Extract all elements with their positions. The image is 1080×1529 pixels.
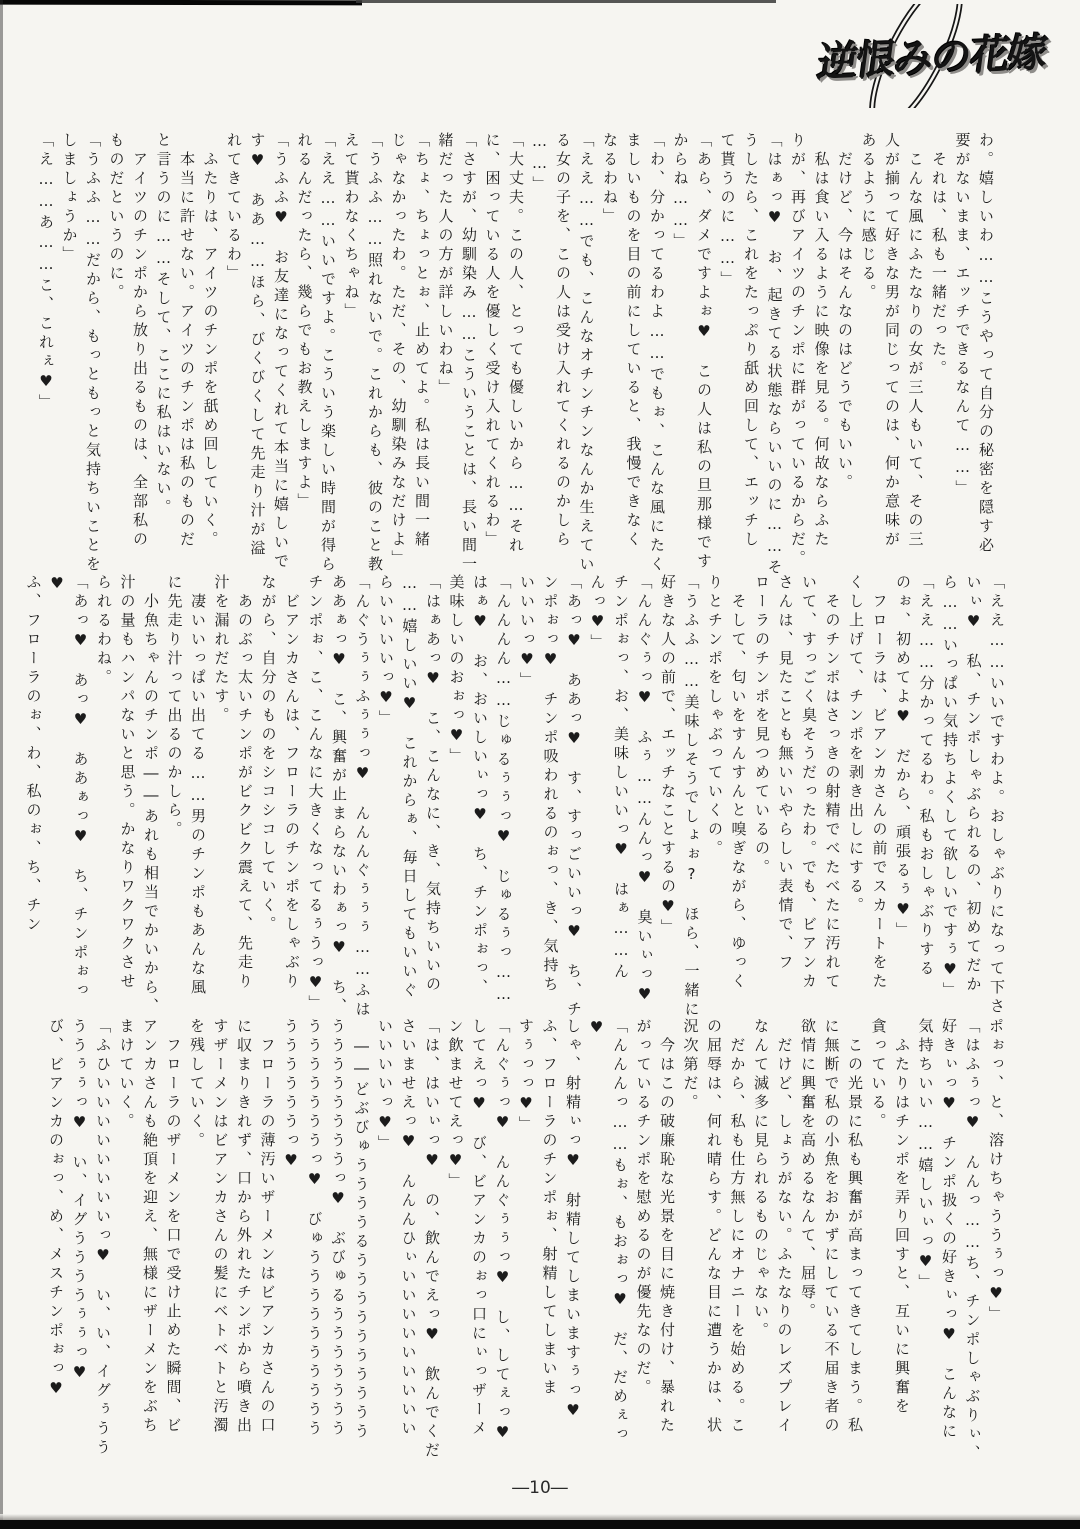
text-column: してえっ♥ び、ビアンカのぉっ口にぃっザーメ [470, 1018, 488, 1439]
text-column: えて貰わなくちゃね」 [342, 132, 361, 322]
text-column: そして、匂いをすんすんと嗅ぎながら、ゆっく [729, 574, 748, 992]
text-column: に無断で私の小魚をおかずにしている不届き者の [822, 1018, 841, 1436]
text-column: 「あっ♥ ああっ♥ す、すっごいいっ♥ ち、チ [565, 574, 583, 1020]
text-column: 「ふひいいいいいいいいっ♥ い、い、イグぅうう [94, 1018, 112, 1458]
text-column: がっているチンポを慰めるのが優先なのだ。 [634, 1018, 653, 1398]
text-column: さいませえっ♥ んんんひぃいいいいいいいいい [399, 1018, 418, 1439]
text-column: 小魚ちゃんのチンポ――あれも相当でかいから、 [142, 574, 160, 1017]
text-column: あのぶっ太いチンポがビクビク震えて、先走り [236, 574, 254, 992]
text-column: 「あっ♥ あっ♥ ああぁっ♥ ち、チンポぉっ♥ [48, 574, 90, 1001]
text-column: だから、私も仕方無しにオナニーを始める。こ [728, 1018, 747, 1436]
text-column: フローラは、ビアンカさんの前でスカートをた [870, 574, 889, 992]
text-column: ン飲ませてえっ♥」 [446, 1018, 465, 1192]
text-column: ……」 [530, 132, 549, 195]
text-column: 「はぁっ♥ お、起きてる状態ならいいのに……そ [765, 132, 784, 578]
text-column: 「あら、ダメですよぉ♥ この人は私の旦那様です [695, 132, 713, 572]
text-column: 「んぐぅっ♥ んんぐぅぅっ♥ し、してぇっ♥ [493, 1018, 512, 1445]
text-column: 「え……あ……こ、これぇ♥」 [37, 132, 55, 413]
text-column: じゃなかったわ。ただ、その、幼馴染みなだけよ」 [389, 132, 408, 569]
text-column: に先走り汁って出るのかしら。 [165, 574, 184, 840]
text-column: 欲情に興奮を高めるなんて、屈辱。 [799, 1018, 817, 1322]
text-column: 要がないまま、エッチできるなんて……」 [953, 132, 972, 499]
text-column: ローラのチンポを見つめているの。 [753, 574, 771, 878]
text-column: 美味しいのおぉっ♥」 [447, 574, 466, 767]
text-column: に、困っている人を優しく受け入れてくれるわ」 [483, 132, 502, 550]
text-column: ふ、フローラのチンポぉ、射精してしまいま [540, 1018, 559, 1398]
text-column: なんて滅多に見られるものじゃない。 [752, 1018, 770, 1341]
text-column: いいいっ♥」 [518, 574, 536, 691]
text-column: すぅっっ♥」 [517, 1018, 535, 1135]
text-column: しゃ、射精ぃっ♥ 射精してしまいますぅっ♥ [564, 1018, 582, 1423]
text-column: 「んんぐぅっ♥ ふぅ……んんっ♥ 臭いぃっ♥ [635, 574, 654, 1007]
text-column: いて、すっごく臭そうだったわ。でも、ビアンカ [800, 574, 818, 992]
text-column: と言うのに……そして、ここに私はいない。 [154, 132, 173, 518]
text-column: 「ええ……分かってるわ。私もおしゃぶりする [917, 574, 936, 979]
text-column: だけど、しょうがない。ふたなりのレズプレイ [775, 1018, 794, 1436]
text-column: ううううううっ♥ [282, 1018, 300, 1173]
text-column: チンポぉっ、お、美味しいいっ♥ はぁ……ん [612, 574, 630, 982]
text-column: ましいものを目の前にしていると、我慢できなく [624, 132, 643, 550]
text-column: はぁ♥ お、おいしいぃっ♥ ち、チンポぉっ、 [471, 574, 489, 998]
text-column: いいいいっ♥」 [376, 1018, 394, 1154]
text-column: ふ、フローラのぉ、わ、私のぉ、ち、チン [24, 574, 43, 935]
text-band-3 [44, 1018, 1008, 1466]
text-column: れてきているわ」 [225, 132, 243, 284]
text-column: しましょうか」 [60, 132, 79, 265]
text-column: 「んぐうぅぅふぅぅっ♥ んんんぐぅぅぅ……ふは [353, 574, 372, 1020]
text-column: を残していく。 [188, 1018, 206, 1151]
scan-edge-bottom [0, 1520, 1080, 1529]
text-column: そのチンポはさっきの射精でべたべたに汚れて [823, 574, 842, 992]
text-column: フローラの薄汚いザーメンはビアンカさんの口 [258, 1018, 277, 1436]
text-column: 汁の量もハンパないと思う。かなりワクワクさせ [118, 574, 137, 992]
page-number: ―10― [512, 1478, 568, 1498]
title-logo-text: 逆恨みの花嫁 [814, 29, 1049, 87]
text-column: 「んんんん……じゅるぅぅっ♥ じゅるぅっ…… [494, 574, 513, 1007]
text-column: れるんだったら、幾らでもお教えしますよ」 [295, 132, 314, 512]
title-logo [798, 4, 1066, 108]
text-column: 私は食い入るように映像を見る。何故ならふた [812, 132, 831, 550]
text-column: ううううううううっ♥ ぶびゅるううううううう [329, 1018, 347, 1439]
text-column: 好きぃっ♥ チンポ扱くの好きぃっ♥ こんなに [940, 1018, 958, 1442]
text-column: 貪っている。 [869, 1018, 888, 1132]
text-column: 「うふふ♥ お友達になってくれて本当に嬉しいで [272, 132, 290, 572]
text-band-1 [34, 132, 998, 580]
text-column: だけど、今はそんなのはどうでもいい。 [836, 132, 854, 493]
scan-edge-left [0, 0, 3, 1529]
text-column: 「ええ……でも、こんなオチンチンなんか生えてい [577, 132, 596, 575]
text-column: いぃ♥ 私、チンポしゃぶられるの、初めてだか [964, 574, 983, 995]
text-column: 凄いいっぱい出てる……男のチンポもあんな風 [189, 574, 207, 998]
text-column: ポぉっ、と、溶けちゃううぅっ♥」 [987, 1018, 1005, 1325]
text-column: 「んんんっ……もぉ、もおぉっ♥ だ、だめぇっ♥ [587, 1018, 629, 1445]
text-column: ――どぶびゅううううるうううううううううう [352, 1018, 371, 1442]
text-column: わ。嬉しいわ……こうやって自分の秘密を隠す必 [977, 132, 995, 556]
text-column: ああぁっ♥ こ、興奮が止まらないわぁっ♥ ち、 [330, 574, 348, 1017]
text-column: び、ビアンカのぉっ、め、メスチンポぉっ♥ [47, 1018, 65, 1401]
text-column: うううううううっ♥ びゅうううううううううう [305, 1018, 324, 1439]
text-column: 「ええ……いいですよ。こういう楽しい時間が得ら [319, 132, 337, 575]
text-column: チンポぉ、こ、こんなに大きくなってるぅうっ♥」 [306, 574, 325, 1014]
text-column: ら……いっぱい気持ちよくして欲しいですぅ♥」 [941, 574, 959, 1001]
text-column: ふたりはチンポを弄り回すと、互いに興奮を [893, 1018, 911, 1417]
text-column: 好きな人の前で、エッチなことするの♥」 [659, 574, 677, 938]
text-column: りが、再びアイツのチンポに群がっているからだ。 [789, 132, 807, 569]
text-column: 本当に許せない。アイツのチンポは私のものだ [178, 132, 196, 550]
text-column: ううぅぅっ♥ い、イグううううぅぅっ♥ [70, 1018, 89, 1385]
text-column: 況次第だ。 [681, 1018, 700, 1113]
text-column: 「は、はいぃっ♥ の、飲んでえっ♥ 飲んでくだ [423, 1018, 441, 1461]
text-column: 汁を漏れだたす。 [212, 574, 231, 726]
text-column: 「ちょ、ちょっとぉ、止めてよ。私は長い間一緒 [413, 132, 431, 550]
text-column: こんな風にふたなりの女が三人もいて、その三 [906, 132, 925, 550]
text-column: す♥ ああ……ほら、びくびくして先走り汁が溢 [248, 132, 267, 559]
text-column: んっ♥」 [588, 574, 607, 653]
text-column: あるように感じる。 [859, 132, 878, 303]
text-column: の屈辱は、何れ晴らす。どんな目に遭うかは、状 [705, 1018, 723, 1436]
text-column: からね……」 [671, 132, 690, 252]
text-column: 人が揃って好きな男が同じってのは、何か意味が [883, 132, 901, 550]
text-column: る女の子を、この人は受け入れてくれるのかしら [554, 132, 572, 550]
text-column: なるわね」 [601, 132, 619, 227]
text-column: 今はこの破廉恥な光景を目に焼き付け、暴れた [658, 1018, 676, 1436]
text-column: アンカさんも絶頂を迎え、無様にザーメンをぶち [141, 1018, 159, 1436]
text-column: て貰うのに……」 [718, 132, 737, 290]
text-column: 「うふふ……だから、もっともっと気持ちいことを [84, 132, 102, 575]
scan-edge-top-line [0, 0, 362, 5]
text-column: られるわね。 [95, 574, 113, 688]
text-column: らいいいいっ♥」 [377, 574, 395, 729]
text-column: 「ええ……いいですわよ。おしゃぶりになって下さ [988, 574, 1006, 1017]
text-column: すザーメンはビアンカさんの髪にベトベトと汚濁 [211, 1018, 230, 1436]
text-column: 「はふぅっ♥ んんっ……ち、チンポしゃぶりぃ、 [963, 1018, 982, 1464]
text-column: ながら、自分のものをシコシコしていく。 [259, 574, 278, 935]
text-column: 「うふふ……美味しそうでしょぉ? ほら、一緒に [682, 574, 701, 1020]
text-column: この光景に私も興奮が高まってきてしまう。私 [846, 1018, 864, 1436]
text-column: まけていく。 [117, 1018, 136, 1132]
text-column: のぉ、初めてよ♥ だから、頑張るぅ♥」 [894, 574, 912, 941]
text-column: に収まりきれず、口から外れたチンポから噴き出 [235, 1018, 253, 1436]
text-column: ……嬉しいい♥ これからぁ、毎日してもいいぐ [400, 574, 419, 1001]
text-column: さんは、見たことも無いいやらしい表情で、フ [776, 574, 795, 973]
text-column: 「はぁあっ♥ こ、こんなに、き、気持ちいいの [424, 574, 442, 995]
text-column: 緒だった人の方が詳しいわね」 [436, 132, 455, 398]
text-column: くし上げて、チンポを剥き出しにする。 [847, 574, 865, 916]
text-column: それは、私も一緒だった。 [930, 132, 948, 379]
text-column: 「大丈夫。この人、とっても優しいから……それ [507, 132, 525, 556]
text-column: ンポぉっ♥ チンポ吸われるのぉっ、き、気持ち [541, 574, 560, 995]
text-column: フローラのザーメンを口で受け止めた瞬間、ビ [164, 1018, 183, 1436]
text-column: ふたりは、アイツのチンポを舐め回していく。 [201, 132, 220, 550]
text-column: 「うふふ……照れないで。これからも、彼のこと教 [366, 132, 384, 575]
text-column: ものだというのに。 [107, 132, 126, 303]
text-column: りとチンポをしゃぶっていくの。 [706, 574, 724, 859]
text-column: アイツのチンポから放り出るものは、全部私の [131, 132, 149, 550]
text-column: 「わ、分かってるわよ……でもぉ、こんな風にたく [648, 132, 666, 575]
text-column: 気持ちいい……嬉しいぃっ♥」 [916, 1018, 935, 1293]
scan-edge-top-line-faint [356, 0, 776, 3]
text-band-2 [21, 574, 1008, 1022]
text-column: うしたら、これをたっぷり舐め回して、エッチし [742, 132, 760, 550]
text-column: 「さすが、幼馴染み……こういうことは、長い間一 [460, 132, 478, 575]
text-column: ビアンカさんは、フローラのチンポをしゃぶり [283, 574, 301, 992]
